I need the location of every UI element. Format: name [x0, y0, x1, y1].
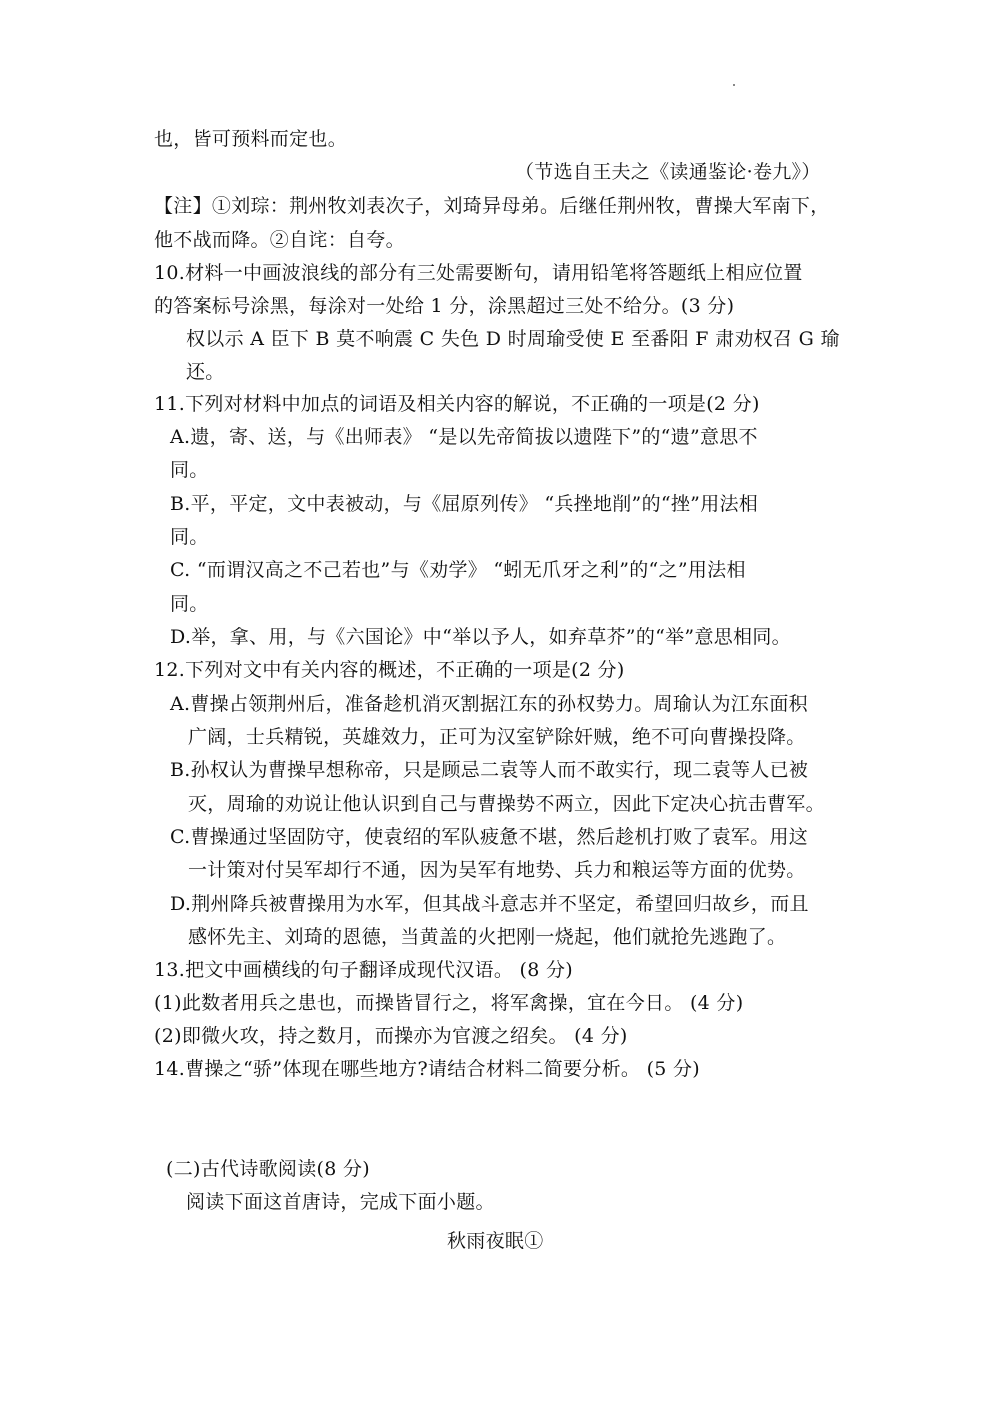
note-line: 【注】①刘琮：荆州牧刘表次子，刘琦异母弟。后继任荆州牧，曹操大军南下， [154, 195, 830, 217]
option-12-d-cont: 感怀先主、刘琦的恩德，当黄盖的火把刚一烧起，他们就抢先逃跑了。 [188, 926, 787, 948]
section-instruction: 阅读下面这首唐诗，完成下面小题。 [186, 1191, 495, 1213]
poem-title: 秋雨夜眠① [447, 1230, 544, 1252]
text-line: 也，皆可预料而定也。 [154, 128, 348, 150]
question-13-part-2: (2)即微火攻，持之数月，而操亦为官渡之绍矣。 (4 分) [154, 1025, 628, 1047]
question-13: 13.把文中画横线的句子翻译成现代汉语。 (8 分) [154, 959, 574, 981]
question-10-passage: 还。 [186, 361, 225, 383]
option-12-b-cont: 灭，周瑜的劝说让他认识到自己与曹操势不两立，因此下定决心抗击曹军。 [188, 793, 825, 815]
option-11-a: A.遗，寄、送，与《出师表》 “是以先帝简拔以遗陛下”的“遗”意思不 [170, 426, 758, 448]
question-10: 10.材料一中画波浪线的部分有三处需要断句，请用铅笔将答题纸上相应位置 [154, 262, 803, 284]
option-12-c: C.曹操通过坚固防守，使袁绍的军队疲惫不堪，然后趁机打败了袁军。用这 [170, 826, 809, 848]
source-citation: （节选自王夫之《读通鉴论·卷九》） [515, 161, 821, 183]
option-12-a: A.曹操占领荆州后，准备趁机消灭割据江东的孙权势力。周瑜认为江东面积 [170, 693, 808, 715]
note-line: 他不战而降。②自诧：自夸。 [154, 229, 405, 251]
option-11-b-cont: 同。 [170, 526, 209, 548]
option-12-c-cont: 一计策对付吴军却行不通，因为吴军有地势、兵力和粮运等方面的优势。 [188, 859, 806, 881]
question-13-part-1: (1)此数者用兵之患也，而操皆冒行之，将军禽操，宜在今日。 (4 分) [154, 992, 744, 1014]
page-speck [733, 84, 735, 86]
question-12: 12.下列对文中有关内容的概述，不正确的一项是(2 分) [154, 659, 625, 681]
question-10-passage: 权以示 A 臣下 B 莫不响震 C 失色 D 时周瑜受使 E 至番阳 F 肃劝权召 G 瑜 [186, 328, 840, 350]
section-heading: (二)古代诗歌阅读(8 分) [166, 1158, 370, 1180]
option-11-c-cont: 同。 [170, 593, 209, 615]
option-11-b: B.平，平定，文中表被动，与《屈原列传》 “兵挫地削”的“挫”用法相 [170, 493, 759, 515]
option-11-c: C. “而谓汉高之不己若也”与《劝学》 “蚓无爪牙之利”的“之”用法相 [170, 559, 746, 581]
question-11: 11.下列对材料中加点的词语及相关内容的解说，不正确的一项是(2 分) [154, 393, 760, 415]
option-12-d: D.荆州降兵被曹操用为水军，但其战斗意志并不坚定，希望回归故乡，而且 [170, 893, 809, 915]
option-11-a-cont: 同。 [170, 459, 209, 481]
option-11-d: D.举，拿、用，与《六国论》中“举以予人，如弃草芥”的“举”意思相同。 [170, 626, 791, 648]
question-10-cont: 的答案标号涂黑，每涂对一处给 1 分，涂黑超过三处不给分。(3 分) [154, 295, 735, 317]
question-14: 14.曹操之“骄”体现在哪些地方?请结合材料二简要分析。 (5 分) [154, 1058, 701, 1080]
option-12-a-cont: 广阔，士兵精锐，英雄效力，正可为汉室铲除奸贼，绝不可向曹操投降。 [188, 726, 806, 748]
option-12-b: B.孙权认为曹操早想称帝，只是顾忌二袁等人而不敢实行，现二袁等人已被 [170, 759, 809, 781]
